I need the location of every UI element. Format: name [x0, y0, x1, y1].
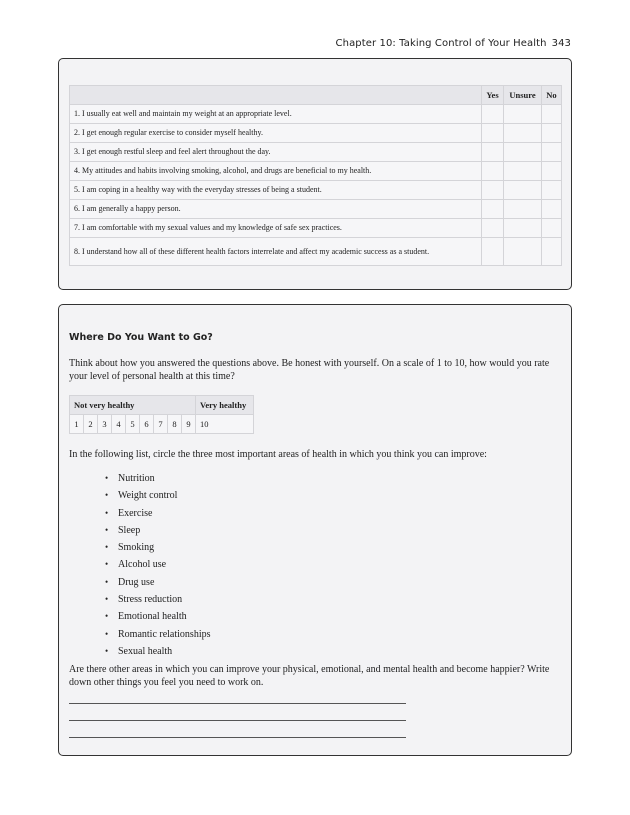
- answer-no-cell[interactable]: [542, 162, 562, 181]
- table-row: [70, 143, 562, 162]
- answer-no-cell[interactable]: [542, 143, 562, 162]
- answer-no-cell[interactable]: [542, 238, 562, 266]
- answer-unsure-cell[interactable]: [504, 181, 542, 200]
- scale-number[interactable]: 6: [140, 415, 154, 434]
- page-number: 343: [551, 38, 571, 49]
- question-cell: 6. I am generally a happy person.: [70, 200, 482, 219]
- table-row: [70, 124, 562, 143]
- goals-box: [58, 304, 572, 756]
- answer-yes-cell[interactable]: [482, 143, 504, 162]
- list-intro-paragraph: In the following list, circle the three most important areas of health in which you think you can improve:: [69, 449, 487, 460]
- answer-no-cell[interactable]: [542, 181, 562, 200]
- list-item[interactable]: • Sleep: [105, 522, 211, 539]
- header-blank-cell: [70, 86, 482, 105]
- answer-unsure-cell[interactable]: [504, 200, 542, 219]
- table-row: [70, 162, 562, 181]
- scale-number[interactable]: 10: [196, 415, 254, 434]
- answer-unsure-cell[interactable]: [504, 124, 542, 143]
- scale-number[interactable]: 9: [182, 415, 196, 434]
- scale-number[interactable]: 5: [126, 415, 140, 434]
- column-header-unsure: Unsure: [504, 86, 542, 105]
- answer-yes-cell[interactable]: [482, 124, 504, 143]
- list-item[interactable]: • Drug use: [105, 574, 211, 591]
- table-row: [70, 238, 562, 266]
- question-cell: 3. I get enough restful sleep and feel alert throughout the day.: [70, 143, 482, 162]
- answer-no-cell[interactable]: [542, 200, 562, 219]
- question-cell: 8. I understand how all of these different health factors interrelate and affect my academic success as a student.: [70, 238, 482, 266]
- scale-number[interactable]: 7: [154, 415, 168, 434]
- table-row: [70, 105, 562, 124]
- list-item[interactable]: • Emotional health: [105, 608, 211, 625]
- list-item[interactable]: • Romantic relationships: [105, 626, 211, 643]
- scale-number[interactable]: 1: [70, 415, 84, 434]
- answer-no-cell[interactable]: [542, 105, 562, 124]
- scale-high-label: Very healthy: [196, 396, 254, 415]
- section-heading: Where Do You Want to Go?: [69, 332, 213, 343]
- scale-number[interactable]: 3: [98, 415, 112, 434]
- answer-yes-cell[interactable]: [482, 105, 504, 124]
- question-cell: 4. My attitudes and habits involving smoking, alcohol, and drugs are beneficial to my health.: [70, 162, 482, 181]
- answer-yes-cell[interactable]: [482, 219, 504, 238]
- scale-number[interactable]: 4: [112, 415, 126, 434]
- answer-no-cell[interactable]: [542, 124, 562, 143]
- answer-unsure-cell[interactable]: [504, 238, 542, 266]
- list-item[interactable]: • Nutrition: [105, 470, 211, 487]
- list-item[interactable]: • Alcohol use: [105, 556, 211, 573]
- scale-low-label: Not very healthy: [70, 396, 196, 415]
- health-areas-list: [105, 470, 211, 660]
- health-rating-scale: [69, 395, 254, 434]
- writing-line[interactable]: [69, 737, 406, 738]
- list-item[interactable]: • Stress reduction: [105, 591, 211, 608]
- answer-unsure-cell[interactable]: [504, 162, 542, 181]
- chapter-title: Chapter 10: Taking Control of Your Health: [335, 38, 547, 49]
- question-cell: 5. I am coping in a healthy way with the everyday stresses of being a student.: [70, 181, 482, 200]
- answer-yes-cell[interactable]: [482, 162, 504, 181]
- list-item[interactable]: • Exercise: [105, 505, 211, 522]
- question-cell: 2. I get enough regular exercise to consider myself healthy.: [70, 124, 482, 143]
- running-header: [336, 38, 571, 49]
- answer-unsure-cell[interactable]: [504, 143, 542, 162]
- self-assessment-box: [58, 58, 572, 290]
- list-item[interactable]: • Smoking: [105, 539, 211, 556]
- table-row: [70, 200, 562, 219]
- table-row: [70, 219, 562, 238]
- health-checklist-table: [69, 85, 562, 266]
- writing-line[interactable]: [69, 703, 406, 704]
- answer-unsure-cell[interactable]: [504, 219, 542, 238]
- scale-number[interactable]: 2: [84, 415, 98, 434]
- intro-paragraph: Think about how you answered the questions above. Be honest with yourself. On a scale of 1 to 10, how would you rate your level of personal health at this time?: [69, 358, 550, 382]
- answer-unsure-cell[interactable]: [504, 105, 542, 124]
- answer-yes-cell[interactable]: [482, 181, 504, 200]
- list-item[interactable]: • Weight control: [105, 487, 211, 504]
- closing-paragraph: Are there other areas in which you can improve your physical, emotional, and mental health and become happier? Write down other things you feel you need to work on.: [69, 664, 550, 688]
- question-cell: 7. I am comfortable with my sexual values and my knowledge of safe sex practices.: [70, 219, 482, 238]
- answer-no-cell[interactable]: [542, 219, 562, 238]
- scale-numbers-row: [70, 415, 254, 434]
- list-item[interactable]: • Sexual health: [105, 643, 211, 660]
- answer-yes-cell[interactable]: [482, 238, 504, 266]
- table-row: [70, 181, 562, 200]
- answer-yes-cell[interactable]: [482, 200, 504, 219]
- scale-number[interactable]: 8: [168, 415, 182, 434]
- checklist-header-row: [70, 86, 562, 105]
- writing-line[interactable]: [69, 720, 406, 721]
- question-cell: 1. I usually eat well and maintain my weight at an appropriate level.: [70, 105, 482, 124]
- scale-header-row: [70, 396, 254, 415]
- column-header-yes: Yes: [482, 86, 504, 105]
- column-header-no: No: [542, 86, 562, 105]
